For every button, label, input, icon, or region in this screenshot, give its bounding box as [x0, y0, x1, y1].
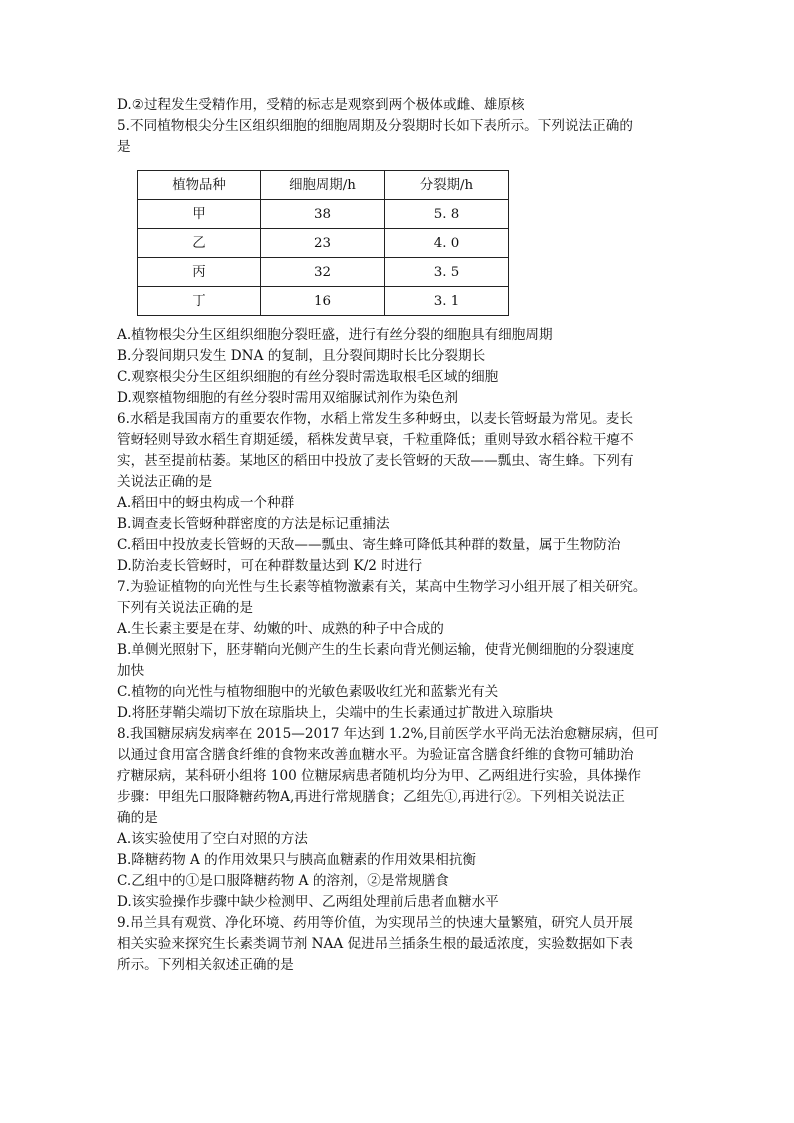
q8-stem-line-1: 8.我国糖尿病发病率在 2015—2017 年达到 1.2%,目前医学水平尚无法治愈糖尿病，但可: [117, 726, 659, 742]
q8-stem-line-3: 疗糖尿病，某科研小组将 100 位糖尿病患者随机均分为甲、乙两组进行实验，具体操作: [117, 768, 641, 784]
q7-option-b-line-1: B.单侧光照射下，胚芽鞘向光侧产生的生长素向背光侧运输，使背光侧细胞的分裂速度: [117, 642, 635, 658]
q9-stem-line-2: 相关实验来探究生长素类调节剂 NAA 促进吊兰插条生根的最适浓度，实验数据如下表: [117, 936, 633, 952]
q7-stem-line-2: 下列有关说法正确的是: [117, 600, 253, 616]
q6-option-b: B.调查麦长管蚜种群密度的方法是标记重捕法: [117, 516, 390, 532]
q5-option-b: B.分裂间期只发生 DNA 的复制，且分裂间期时长比分裂期长: [117, 348, 486, 364]
q5-stem-line-1: 5.不同植物根尖分生区组织细胞的细胞周期及分裂期时长如下表所示。下列说法正确的: [117, 118, 633, 134]
q7-option-c: C.植物的向光性与植物细胞中的光敏色素吸收红光和蓝紫光有关: [117, 684, 499, 700]
q9-stem-line-1: 9.吊兰具有观赏、净化环境、药用等价值，为实现吊兰的快速大量繁殖，研究人员开展: [117, 915, 633, 931]
table-header-cell: 植物品种: [138, 171, 261, 200]
table-cell: 5. 8: [385, 200, 509, 229]
q8-option-d: D.该实验操作步骤中缺少检测甲、乙两组处理前后患者血糖水平: [117, 894, 499, 910]
table-cell: 23: [261, 229, 385, 258]
cell-cycle-table: [137, 170, 509, 316]
q8-stem-line-2: 以通过食用富含膳食纤维的食物来改善血糖水平。为验证富含膳食纤维的食物可辅助治: [117, 747, 634, 763]
q6-option-d: D.防治麦长管蚜时，可在种群数量达到 K/2 时进行: [117, 558, 423, 574]
table-header-cell: 细胞周期/h: [261, 171, 385, 200]
q8-option-b: B.降糖药物 A 的作用效果只与胰高血糖素的作用效果相抗衡: [117, 852, 477, 868]
table-header-row: [138, 171, 509, 200]
table-cell: 乙: [138, 229, 261, 258]
table-cell: 32: [261, 258, 385, 287]
q5-option-a: A.植物根尖分生区组织细胞分裂旺盛，进行有丝分裂的细胞具有细胞周期: [117, 327, 553, 343]
table-cell: 38: [261, 200, 385, 229]
table-cell: 丁: [138, 287, 261, 316]
q7-option-b-line-2: 加快: [117, 663, 145, 679]
q8-stem-line-4: 步骤：甲组先口服降糖药物A,再进行常规膳食；乙组先①,再进行②。下列相关说法正: [117, 789, 625, 805]
table-cell: 甲: [138, 200, 261, 229]
q5-option-d: D.观察植物细胞的有丝分裂时需用双缩脲试剂作为染色剂: [117, 390, 458, 406]
q8-stem-line-5: 确的是: [117, 810, 158, 826]
table-row: [138, 200, 509, 229]
q6-stem-line-3: 实，甚至提前枯萎。某地区的稻田中投放了麦长管蚜的天敌——瓢虫、寄生蜂。下列有: [117, 453, 634, 469]
table-cell: 4. 0: [385, 229, 509, 258]
q8-option-c: C.乙组中的①是口服降糖药物 A 的溶剂，②是常规膳食: [117, 873, 449, 889]
q6-option-a: A.稻田中的蚜虫构成一个种群: [117, 495, 295, 511]
q8-option-a: A.该实验使用了空白对照的方法: [117, 831, 308, 847]
table-row: [138, 287, 509, 316]
q6-option-c: C.稻田中投放麦长管蚜的天敌——瓢虫、寄生蜂可降低其种群的数量，属于生物防治: [117, 537, 621, 553]
q4-option-d: D.②过程发生受精作用，受精的标志是观察到两个极体或雌、雄原核: [117, 97, 525, 113]
q5-option-c: C.观察根尖分生区组织细胞的有丝分裂时需选取根毛区域的细胞: [117, 369, 499, 385]
q5-stem-line-2: 是: [117, 139, 131, 155]
q6-stem-line-4: 关说法正确的是: [117, 474, 213, 490]
q6-stem-line-2: 管蚜轻则导致水稻生育期延缓，稻株发黄早衰，千粒重降低；重则导致水稻谷粒干瘪不: [117, 432, 634, 448]
table-cell: 3. 5: [385, 258, 509, 287]
table-row: [138, 258, 509, 287]
table-cell: 丙: [138, 258, 261, 287]
table-cell: 3. 1: [385, 287, 509, 316]
q7-option-d: D.将胚芽鞘尖端切下放在琼脂块上，尖端中的生长素通过扩散进入琼脂块: [117, 705, 554, 721]
q7-stem-line-1: 7.为验证植物的向光性与生长素等植物激素有关，某高中生物学习小组开展了相关研究。: [117, 579, 647, 595]
q7-option-a: A.生长素主要是在芽、幼嫩的叶、成熟的种子中合成的: [117, 621, 444, 637]
q9-stem-line-3: 所示。下列相关叙述正确的是: [117, 957, 294, 973]
q6-stem-line-1: 6.水稻是我国南方的重要农作物，水稻上常发生多种蚜虫，以麦长管蚜最为常见。麦长: [117, 411, 633, 427]
table-row: [138, 229, 509, 258]
table-cell: 16: [261, 287, 385, 316]
exam-page: [117, 95, 687, 976]
table-header-cell: 分裂期/h: [385, 171, 509, 200]
